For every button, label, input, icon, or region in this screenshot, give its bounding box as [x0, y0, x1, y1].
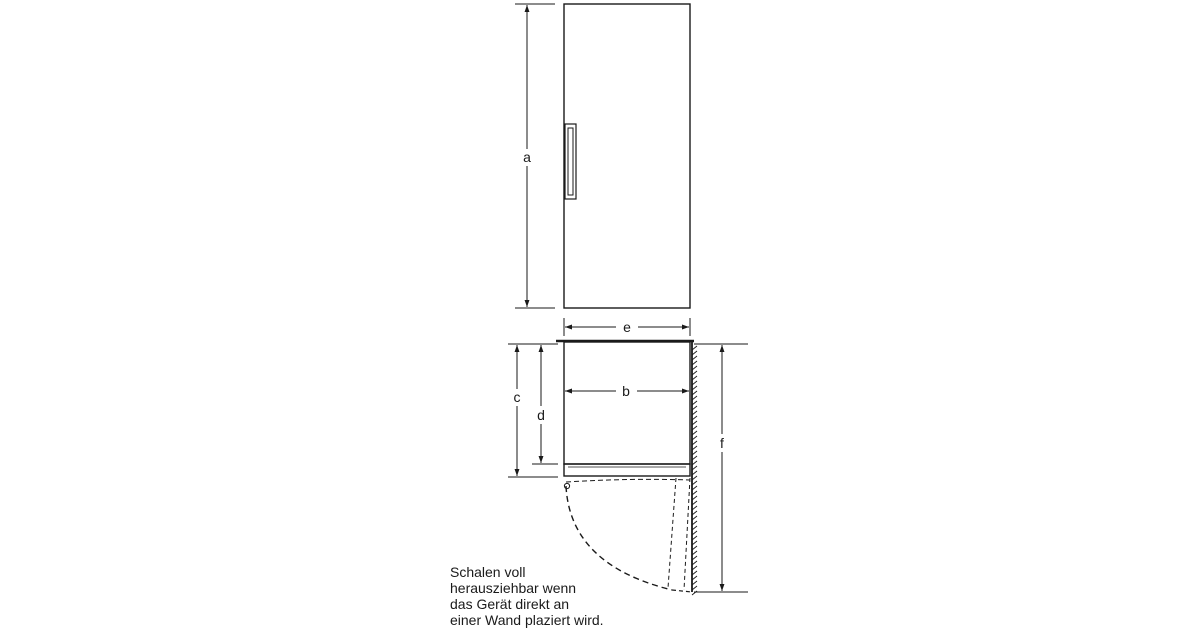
note-line: einer Wand plaziert wird. — [450, 612, 604, 628]
dimension-label-d: d — [537, 407, 545, 423]
dimension-label-c: c — [513, 389, 521, 405]
note-line: das Gerät direkt an — [450, 596, 570, 612]
door-open-position-outer — [684, 478, 690, 590]
note-line: Schalen voll — [450, 564, 526, 580]
note-line: herausziehbar wenn — [450, 580, 577, 596]
door-open-edge — [566, 479, 690, 482]
dimension-label-a: a — [523, 149, 531, 165]
door-closed-outline — [564, 464, 690, 476]
dimension-label-e: e — [623, 319, 631, 335]
door-handle — [565, 124, 576, 199]
width-dimension-e — [564, 318, 690, 336]
hinge-point — [564, 483, 569, 488]
appliance-front-outline — [564, 4, 690, 308]
installation-note — [450, 564, 604, 628]
dimension-label-b: b — [622, 383, 630, 399]
appliance-body-outline — [564, 342, 690, 464]
front-view — [515, 4, 690, 308]
door-open-position-inner — [668, 478, 676, 588]
top-view — [508, 341, 748, 595]
dimension-label-f: f — [720, 435, 724, 451]
